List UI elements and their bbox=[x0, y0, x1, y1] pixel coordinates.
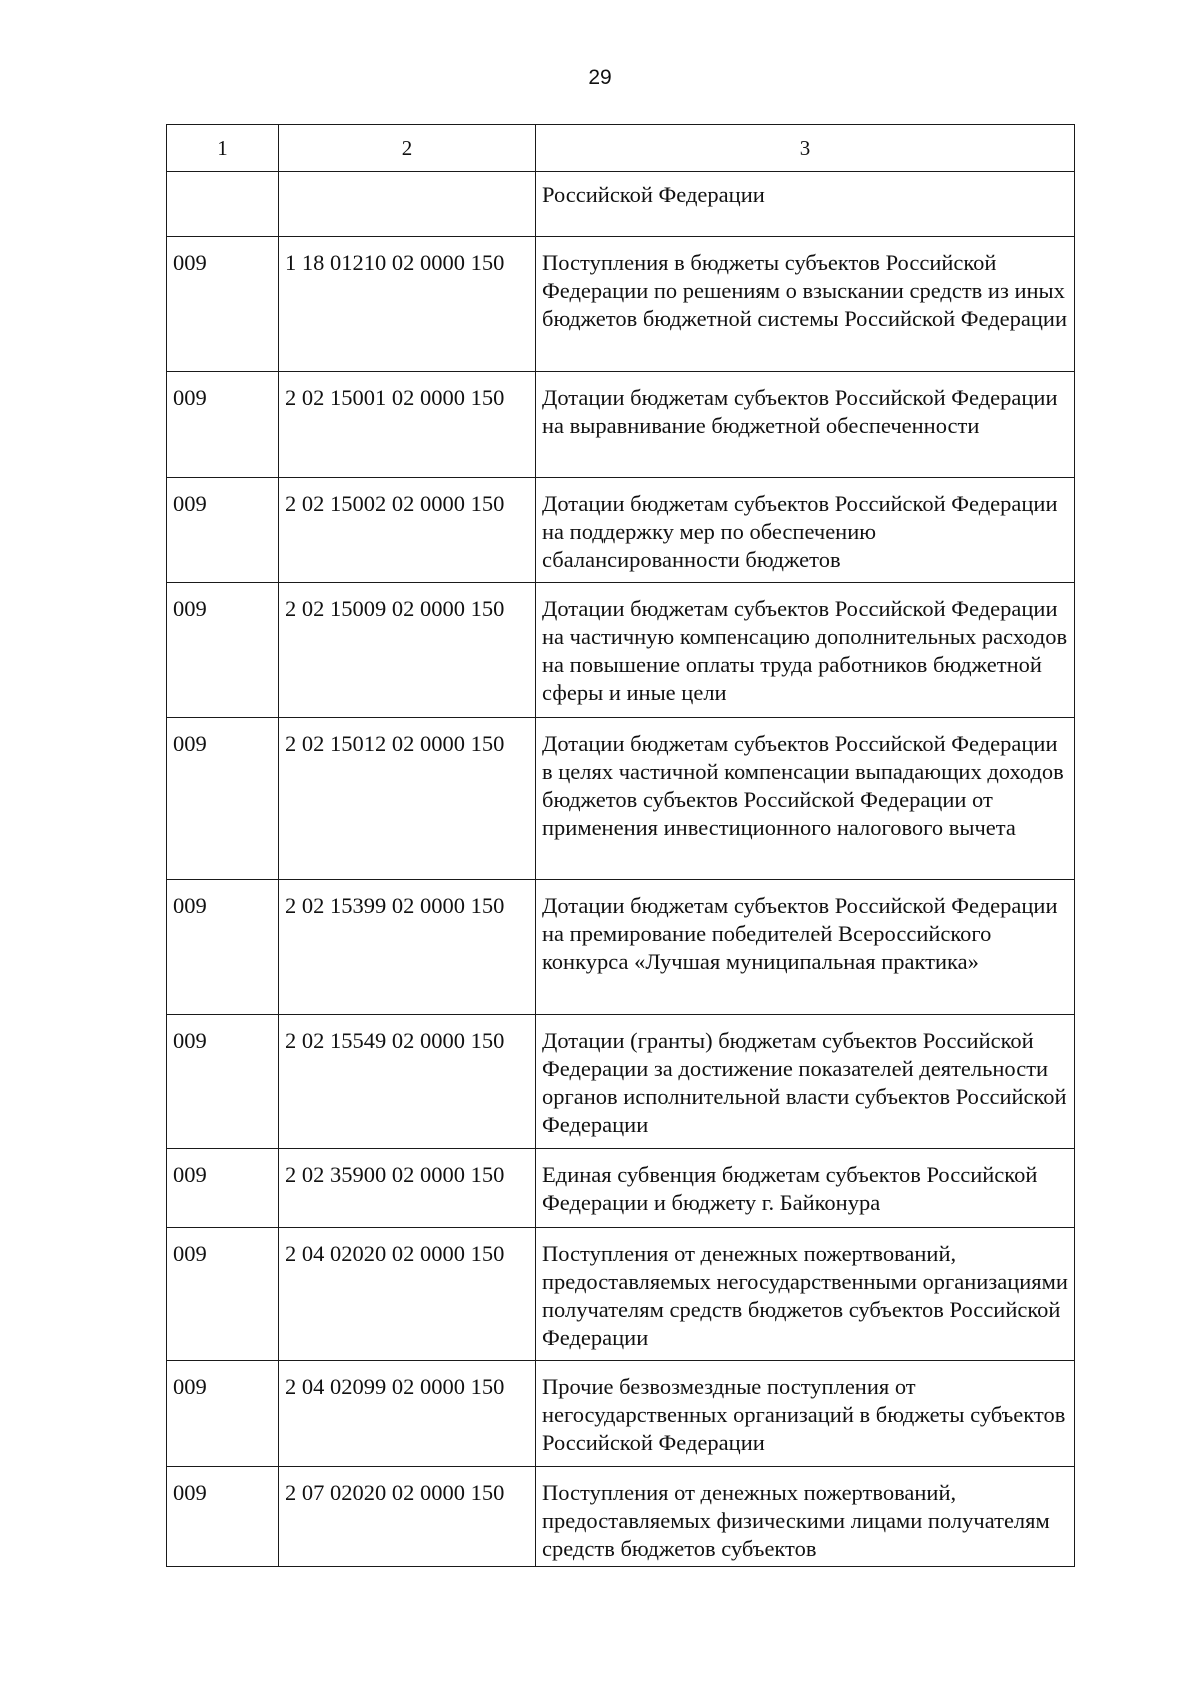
revenue-name-cell: Дотации бюджетам субъектов Российской Федерации на премирование победителей Всероссийского конкурса «Лучшая муниципальная практика» bbox=[536, 880, 1075, 1015]
table-row bbox=[167, 372, 1075, 478]
admin-code-cell: 009 bbox=[167, 372, 279, 478]
admin-code-cell: 009 bbox=[167, 1149, 279, 1228]
table-row bbox=[167, 172, 1075, 237]
table-row bbox=[167, 1149, 1075, 1228]
table-row bbox=[167, 583, 1075, 718]
header-row bbox=[167, 125, 1075, 172]
table-row bbox=[167, 718, 1075, 880]
revenue-code-cell: 2 02 15001 02 0000 150 bbox=[279, 372, 536, 478]
table-row bbox=[167, 1228, 1075, 1361]
revenue-name-cell: Поступления от денежных пожертвований, предоставляемых негосударственными организациями получателям средств бюджетов субъектов Российской Федерации bbox=[536, 1228, 1075, 1361]
table-row bbox=[167, 237, 1075, 372]
page-number: 29 bbox=[588, 66, 612, 89]
admin-code-cell: 009 bbox=[167, 583, 279, 718]
table-row bbox=[167, 1467, 1075, 1567]
table-body bbox=[167, 172, 1075, 1567]
revenue-code-cell: 2 04 02099 02 0000 150 bbox=[279, 1361, 536, 1467]
header-col-2: 2 bbox=[279, 125, 536, 172]
admin-code-cell: 009 bbox=[167, 718, 279, 880]
revenue-code-cell: 2 02 35900 02 0000 150 bbox=[279, 1149, 536, 1228]
revenue-name-cell: Поступления от денежных пожертвований, предоставляемых физическими лицами получателям средств бюджетов субъектов bbox=[536, 1467, 1075, 1567]
revenue-code-cell: 2 02 15012 02 0000 150 bbox=[279, 718, 536, 880]
revenue-name-cell: Дотации (гранты) бюджетам субъектов Российской Федерации за достижение показателей деятельности органов исполнительной власти субъектов Российской Федерации bbox=[536, 1015, 1075, 1149]
revenue-code-cell: 2 02 15002 02 0000 150 bbox=[279, 478, 536, 583]
table-row bbox=[167, 478, 1075, 583]
revenue-name-cell: Дотации бюджетам субъектов Российской Федерации на частичную компенсацию дополнительных расходов на повышение оплаты труда работников бюджетной сферы и иные цели bbox=[536, 583, 1075, 718]
admin-code-cell: 009 bbox=[167, 478, 279, 583]
table-row bbox=[167, 880, 1075, 1015]
revenue-name-cell: Дотации бюджетам субъектов Российской Федерации на поддержку мер по обеспечению сбалансированности бюджетов bbox=[536, 478, 1075, 583]
header-col-3: 3 bbox=[536, 125, 1075, 172]
revenue-name-cell: Дотации бюджетам субъектов Российской Федерации в целях частичной компенсации выпадающих доходов бюджетов субъектов Российской Федерации от применения инвестиционного налогового вычета bbox=[536, 718, 1075, 880]
admin-code-cell: 009 bbox=[167, 1228, 279, 1361]
revenue-codes-table bbox=[166, 124, 1075, 1567]
admin-code-cell: 009 bbox=[167, 1467, 279, 1567]
revenue-code-cell: 2 02 15009 02 0000 150 bbox=[279, 583, 536, 718]
admin-code-cell: 009 bbox=[167, 237, 279, 372]
admin-code-cell: 009 bbox=[167, 1361, 279, 1467]
admin-code-cell bbox=[167, 172, 279, 237]
revenue-name-cell: Российской Федерации bbox=[536, 172, 1075, 237]
revenue-code-cell: 2 07 02020 02 0000 150 bbox=[279, 1467, 536, 1567]
admin-code-cell: 009 bbox=[167, 880, 279, 1015]
revenue-code-cell: 2 02 15549 02 0000 150 bbox=[279, 1015, 536, 1149]
revenue-name-cell: Дотации бюджетам субъектов Российской Федерации на выравнивание бюджетной обеспеченности bbox=[536, 372, 1075, 478]
table-row bbox=[167, 1015, 1075, 1149]
revenue-code-cell: 2 04 02020 02 0000 150 bbox=[279, 1228, 536, 1361]
revenue-name-cell: Прочие безвозмездные поступления от негосударственных организаций в бюджеты субъектов Российской Федерации bbox=[536, 1361, 1075, 1467]
table-row bbox=[167, 1361, 1075, 1467]
revenue-code-cell: 1 18 01210 02 0000 150 bbox=[279, 237, 536, 372]
header-col-1: 1 bbox=[167, 125, 279, 172]
table-header bbox=[167, 125, 1075, 172]
revenue-name-cell: Поступления в бюджеты субъектов Российской Федерации по решениям о взыскании средств из иных бюджетов бюджетной системы Российской Федерации bbox=[536, 237, 1075, 372]
admin-code-cell: 009 bbox=[167, 1015, 279, 1149]
revenue-code-cell bbox=[279, 172, 536, 237]
revenue-code-cell: 2 02 15399 02 0000 150 bbox=[279, 880, 536, 1015]
revenue-name-cell: Единая субвенция бюджетам субъектов Российской Федерации и бюджету г. Байконура bbox=[536, 1149, 1075, 1228]
